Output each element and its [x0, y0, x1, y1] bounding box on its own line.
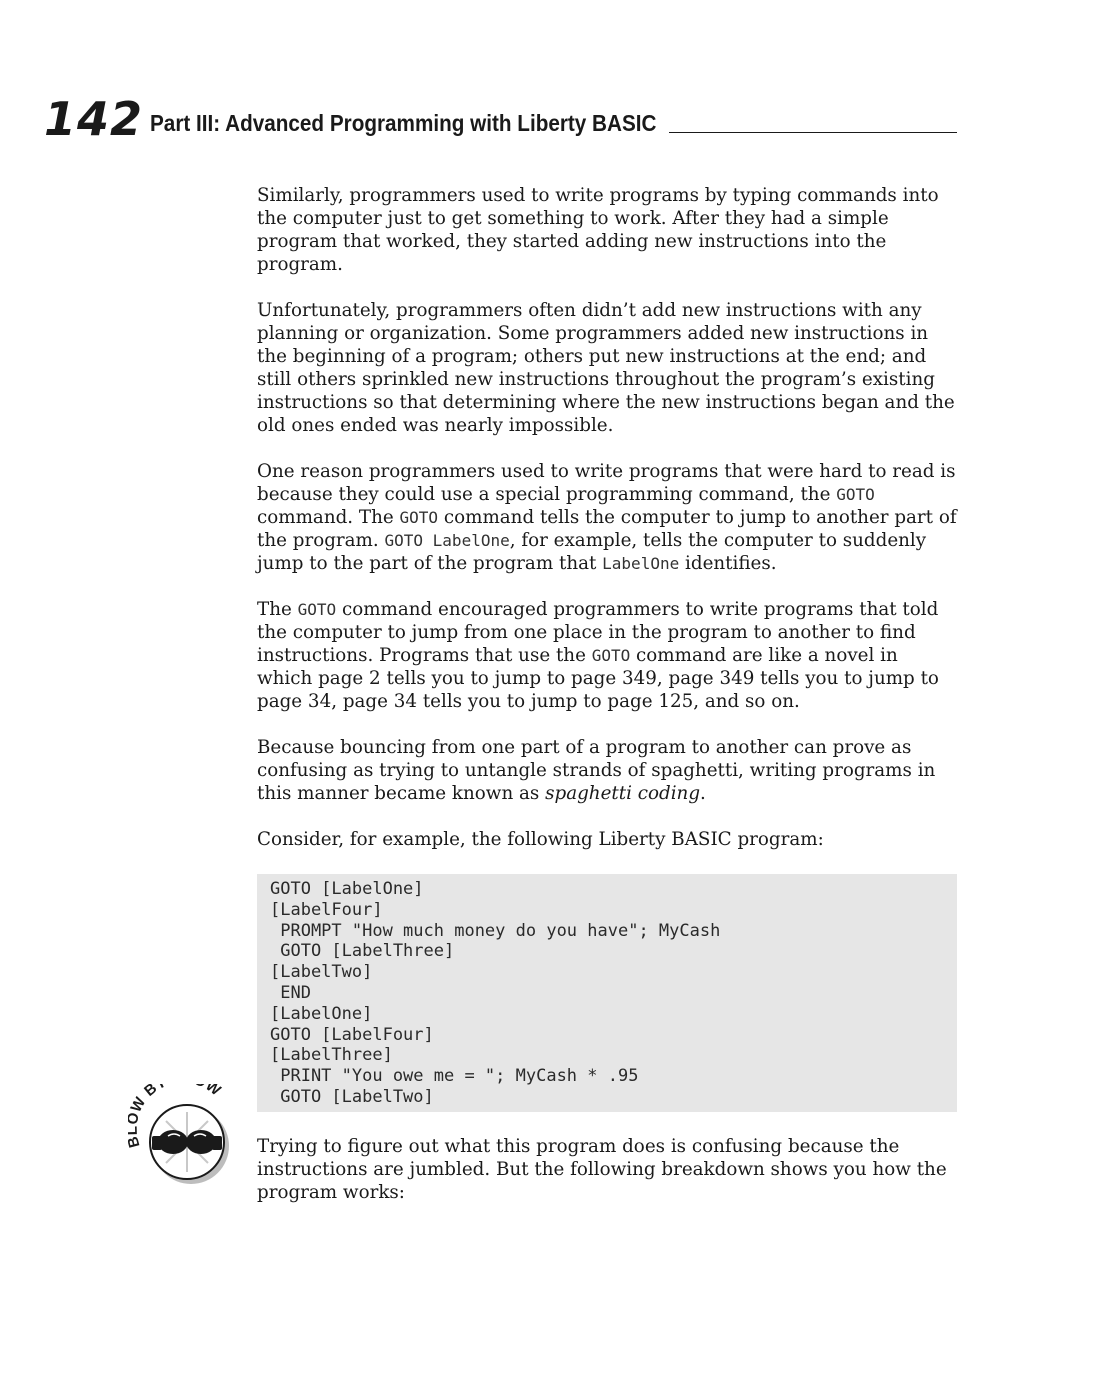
paragraph-3-text-a: One reason programmers used to write programs that were hard to read is because they could use a special programming command, the — [257, 461, 956, 505]
boxing-gloves-icon — [128, 1084, 238, 1188]
paragraph-3-text-c: command tells the computer to jump to another part of the program. — [257, 507, 957, 551]
paragraph-2: Unfortunately, programmers often didn’t add new instructions with any planning or organization. Some programmers added new instructions in the beginning of a program; others put new instructions at the end; and still others sprinkled new instructions throughout the program’s existing instructions so that determining where the new instructions began and the old ones ended was nearly impossible. — [257, 300, 955, 436]
header-rule — [669, 132, 957, 133]
inline-code-goto: GOTO — [297, 600, 337, 619]
code-line: GOTO [LabelThree] — [270, 941, 455, 962]
badge-label: W B W — [128, 1084, 225, 1116]
paragraph-7: Trying to figure out what this program does is confusing because the instructions are jumbled. But the following breakdown shows you how the program works: — [257, 1135, 947, 1203]
code-line: [LabelThree] — [270, 1045, 393, 1066]
inline-code-labelone: LabelOne — [602, 554, 680, 573]
paragraph-3-text-e: identifies. — [679, 553, 777, 574]
body-text — [257, 184, 957, 1227]
code-listing — [257, 874, 957, 1112]
paragraph-4-text-a: The — [257, 599, 298, 620]
blow-by-blow-badge — [128, 1084, 238, 1188]
running-header-title: Part III: Advanced Programming with Liberty BASIC — [150, 110, 657, 136]
inline-code-goto-labelone: GOTO LabelOne — [384, 531, 510, 550]
code-line: PRINT "You owe me = "; MyCash * .95 — [270, 1066, 639, 1087]
paragraph-3-text-b: command. The — [257, 507, 400, 528]
code-line: GOTO [LabelFour] — [270, 1024, 434, 1045]
inline-code-goto: GOTO — [591, 646, 631, 665]
paragraph-4 — [257, 598, 957, 713]
code-line: [LabelTwo] — [270, 962, 373, 983]
paragraph-4-text-c: command are like a novel in which page 2 tells you to jump to page 349, page 349 tells you to jump to page 34, page 34 tells you to jump to page 125, and so on. — [257, 645, 939, 712]
paragraph-1: Similarly, programmers used to write programs by typing commands into the computer just to get something to work. After they had a simple program that worked, they started adding new instructions into the program. — [257, 185, 939, 275]
paragraph-4-text-b: command encouraged programmers to write programs that told the computer to jump from one place in the program to another to find instructions. Programs that use the — [257, 599, 939, 666]
paragraph-5 — [257, 736, 957, 805]
code-line: END — [270, 982, 311, 1003]
paragraph-5-text-a: Because bouncing from one part of a program to another can prove as confusing as trying to untangle strands of spaghetti, writing programs in this manner became known as — [257, 737, 936, 804]
code-line: [LabelOne] — [270, 1003, 373, 1024]
inline-code-goto: GOTO — [836, 485, 875, 504]
code-line: GOTO [LabelTwo] — [270, 1086, 434, 1107]
paragraph-3-text-d: , for example, tells the computer to suddenly jump to the part of the program that — [257, 530, 927, 574]
code-line: [LabelFour] — [270, 899, 383, 920]
term-spaghetti-coding: spaghetti coding — [545, 783, 701, 804]
page-number: 142 — [44, 92, 144, 146]
code-line: GOTO [LabelOne] — [270, 879, 424, 899]
paragraph-5-text-b: . — [700, 783, 706, 804]
paragraph-3 — [257, 460, 957, 575]
inline-code-goto: GOTO — [399, 508, 439, 527]
code-line: PROMPT "How much money do you have"; MyCash — [270, 920, 721, 941]
paragraph-6: Consider, for example, the following Liberty BASIC program: — [257, 829, 824, 850]
